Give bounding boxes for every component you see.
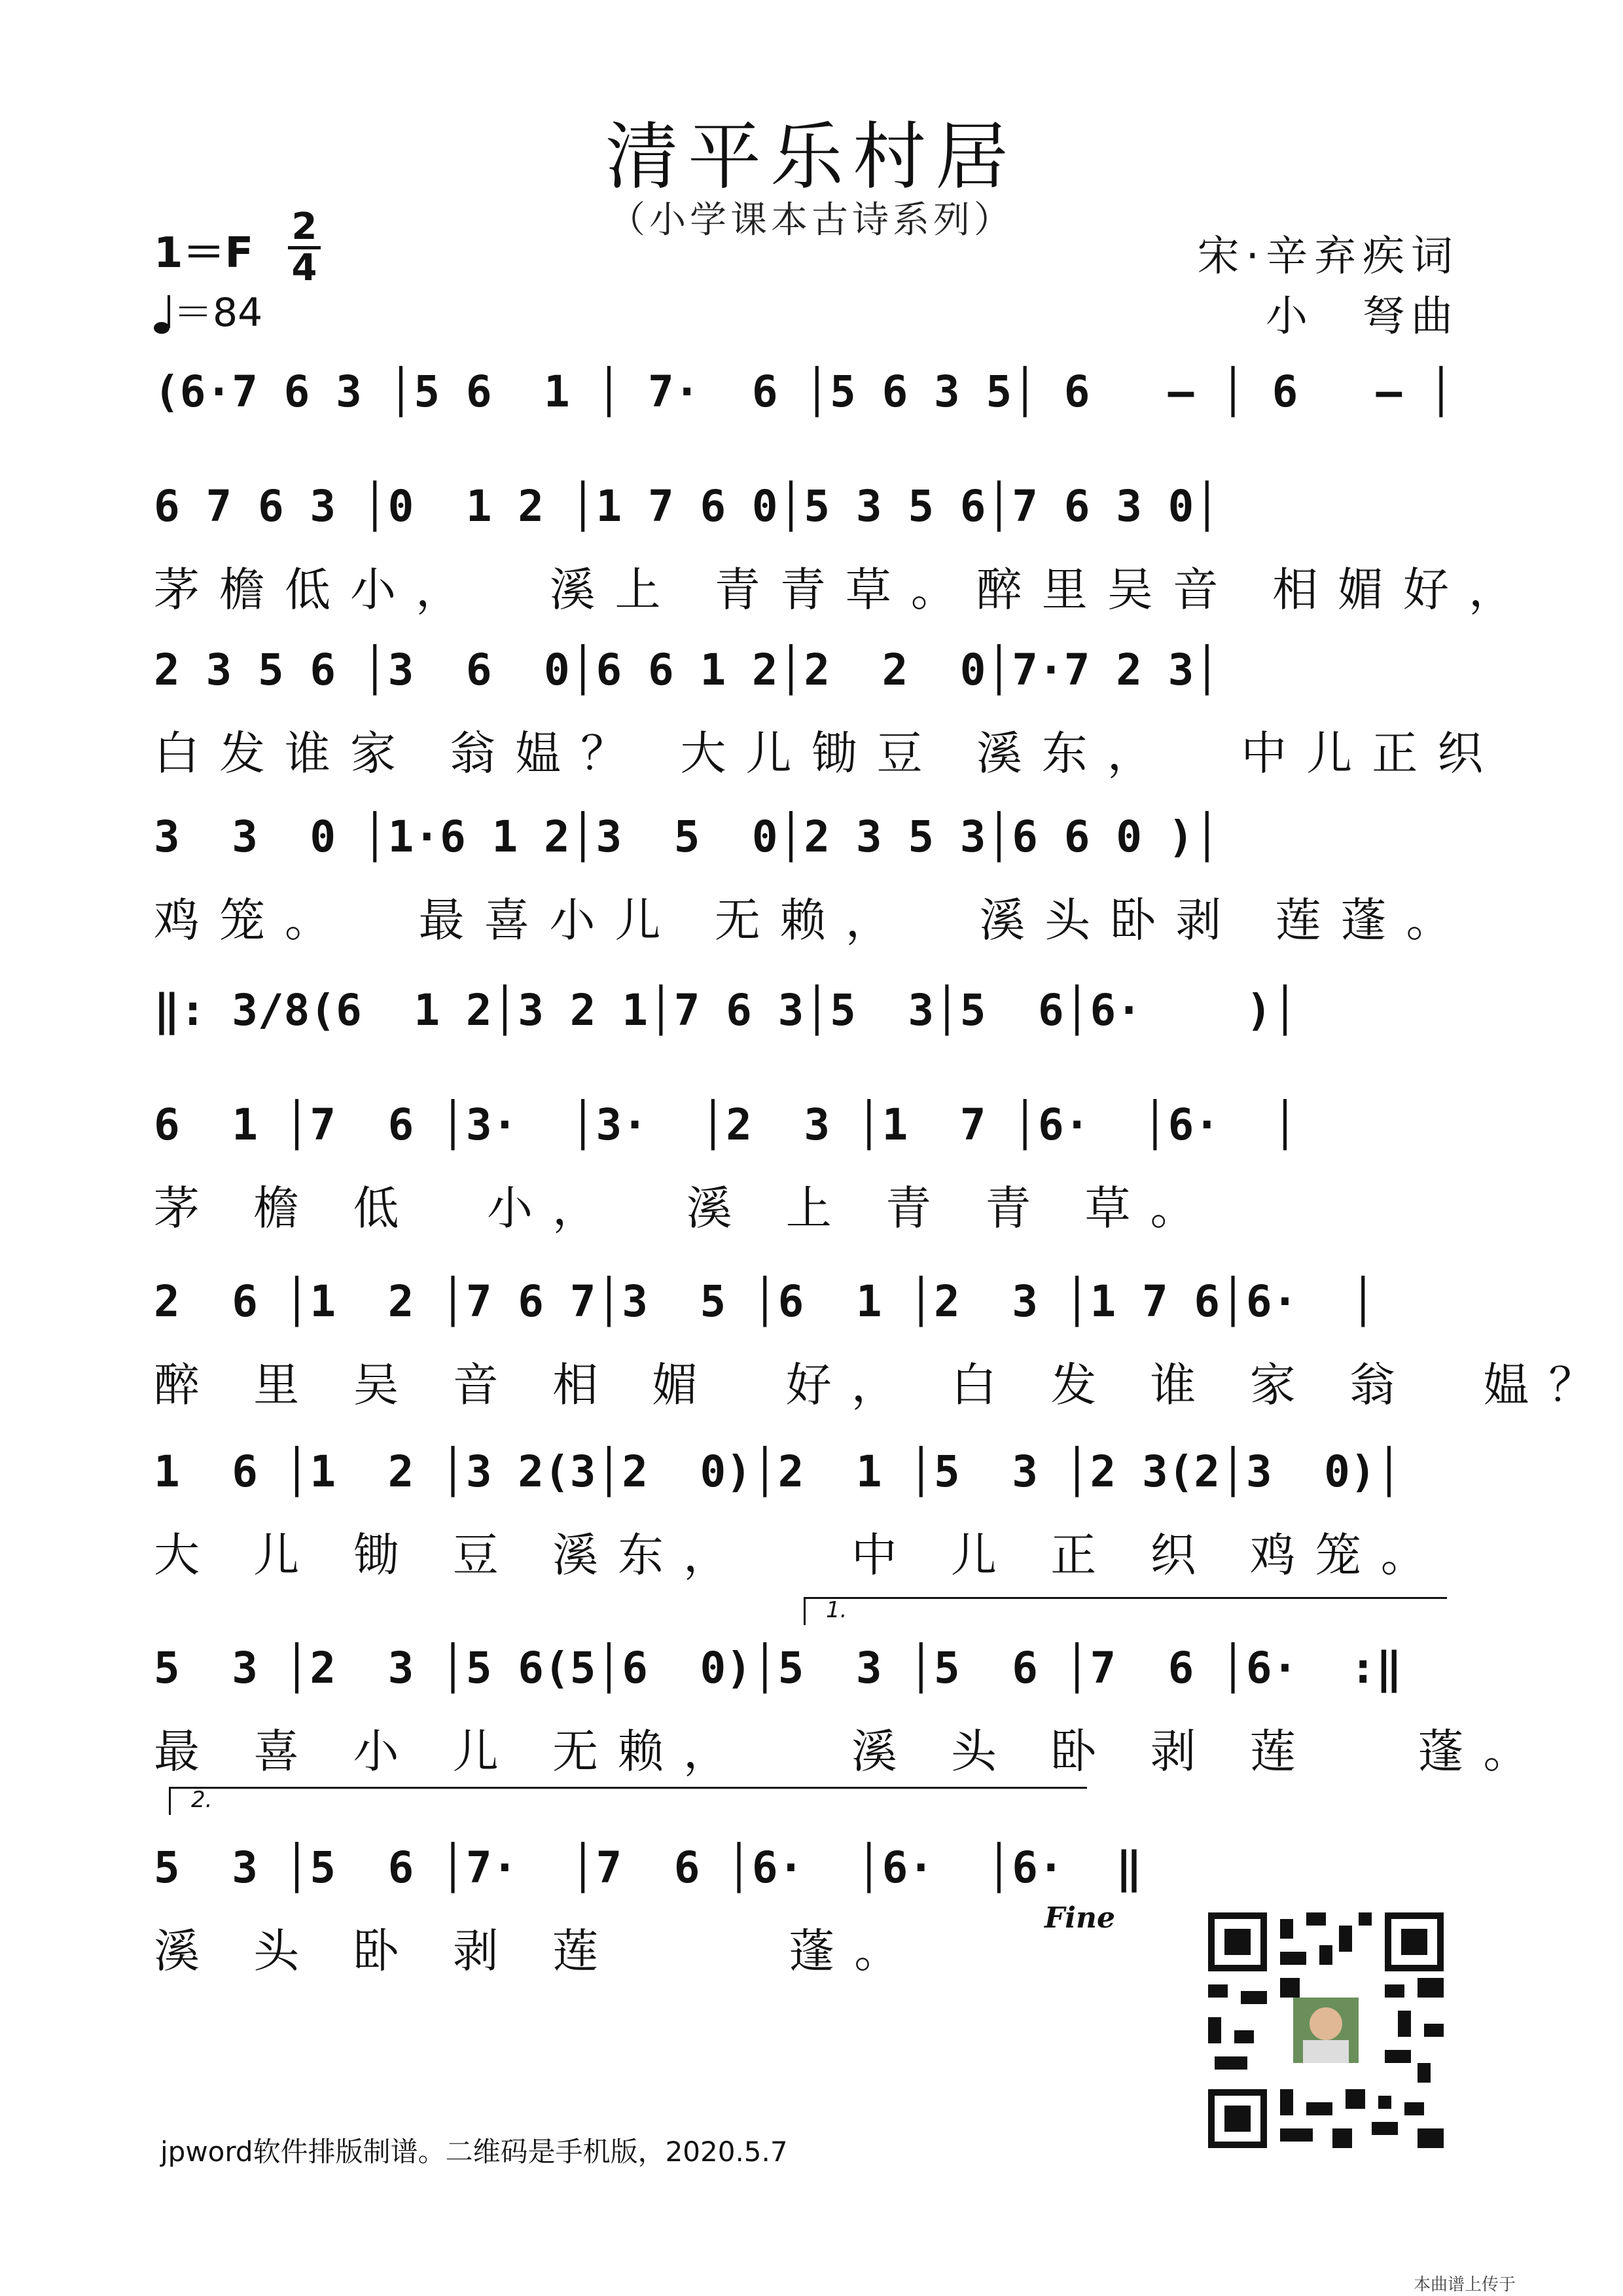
notation: 1 6 │1 2 │3 2(3│2 0)│2 1 │5 3 │2 3(2│3 0)│ <box>154 1446 1402 1497</box>
notation: 2 6 │1 2 │7 6 7│3 5 │6 1 │2 3 │1 7 6│6· │ <box>154 1276 1376 1327</box>
notation: ‖: 3/8(6 1 2│3 2 1│7 6 3│5 3│5 6│6· )│ <box>154 985 1298 1035</box>
volta-bracket-2 <box>169 1787 1087 1815</box>
key-signature: 1＝F <box>154 229 254 278</box>
lyricist: 宋·辛弃疾词 <box>1197 232 1459 281</box>
lyrics: 最 喜 小 儿 无赖， 溪 头 卧 剥 莲 蓬。 <box>154 1725 1549 1778</box>
time-sig-bottom: 4 <box>291 247 317 289</box>
tempo-value: ＝84 <box>173 290 263 336</box>
lyrics: 白发谁家 翁媪？ 大儿锄豆 溪东， 中儿正织 <box>154 726 1503 780</box>
notation: 6 1 │7 6 │3· │3· │2 3 │1 7 │6· │6· │ <box>154 1100 1298 1150</box>
footer-note: jpword软件排版制谱。二维码是手机版，2020.5.7 <box>160 2136 788 2168</box>
volta-bracket-1 <box>804 1597 1447 1625</box>
notation: 3 3 0 │1·6 1 2│3 5 0│2 3 5 3│6 6 0 )│ <box>154 812 1221 862</box>
lyrics: 醉 里 吴 音 相 媚 好， 白 发 谁 家 翁 媪？ <box>154 1358 1614 1412</box>
qr-code-icon <box>1202 1906 1450 2155</box>
fine-marking: Fine <box>1044 1901 1115 1935</box>
page-subtitle: （小学课本古诗系列） <box>609 199 1014 242</box>
watermark: 本曲谱上传于 <box>1414 2275 1516 2295</box>
notation: 5 3 │5 6 │7· │7 6 │6· │6· │6· ‖ <box>154 1842 1142 1893</box>
notation: 2 3 5 6 │3 6 0│6 6 1 2│2 2 0│7·7 2 3│ <box>154 645 1221 695</box>
time-sig-top: 2 <box>291 206 317 248</box>
notation: 6 7 6 3 │0 1 2 │1 7 6 0│5 3 5 6│7 6 3 0│ <box>154 481 1221 531</box>
quarter-note-icon <box>154 294 173 336</box>
lyrics: 鸡笼。 最喜小儿 无赖， 溪头卧剥 莲蓬。 <box>154 893 1472 947</box>
volta-label-2: 2. <box>191 1787 213 1813</box>
page-title: 清平乐村居 <box>605 115 1018 200</box>
lyrics: 茅 檐 低 小， 溪 上 青 青 草。 <box>154 1181 1216 1235</box>
notation: 5 3 │2 3 │5 6(5│6 0)│5 3 │5 6 │7 6 │6· :‖ <box>154 1643 1402 1693</box>
lyrics: 茅檐低小， 溪上 青青草。醉里吴音 相媚好， <box>154 563 1535 617</box>
composer: 小 弩曲 <box>1266 293 1459 341</box>
tempo-marking <box>154 281 262 338</box>
notation: (6·7 6 3 │5 6 1 │ 7· 6 │5 6 3 5│ 6 – │ 6 – │ <box>154 367 1454 417</box>
lyrics: 溪 头 卧 剥 莲 蓬。 <box>154 1924 920 1978</box>
volta-label-1: 1. <box>826 1597 847 1623</box>
time-signature <box>288 206 321 289</box>
lyrics: 大 儿 锄 豆 溪东， 中 儿 正 织 鸡笼。 <box>154 1528 1446 1582</box>
